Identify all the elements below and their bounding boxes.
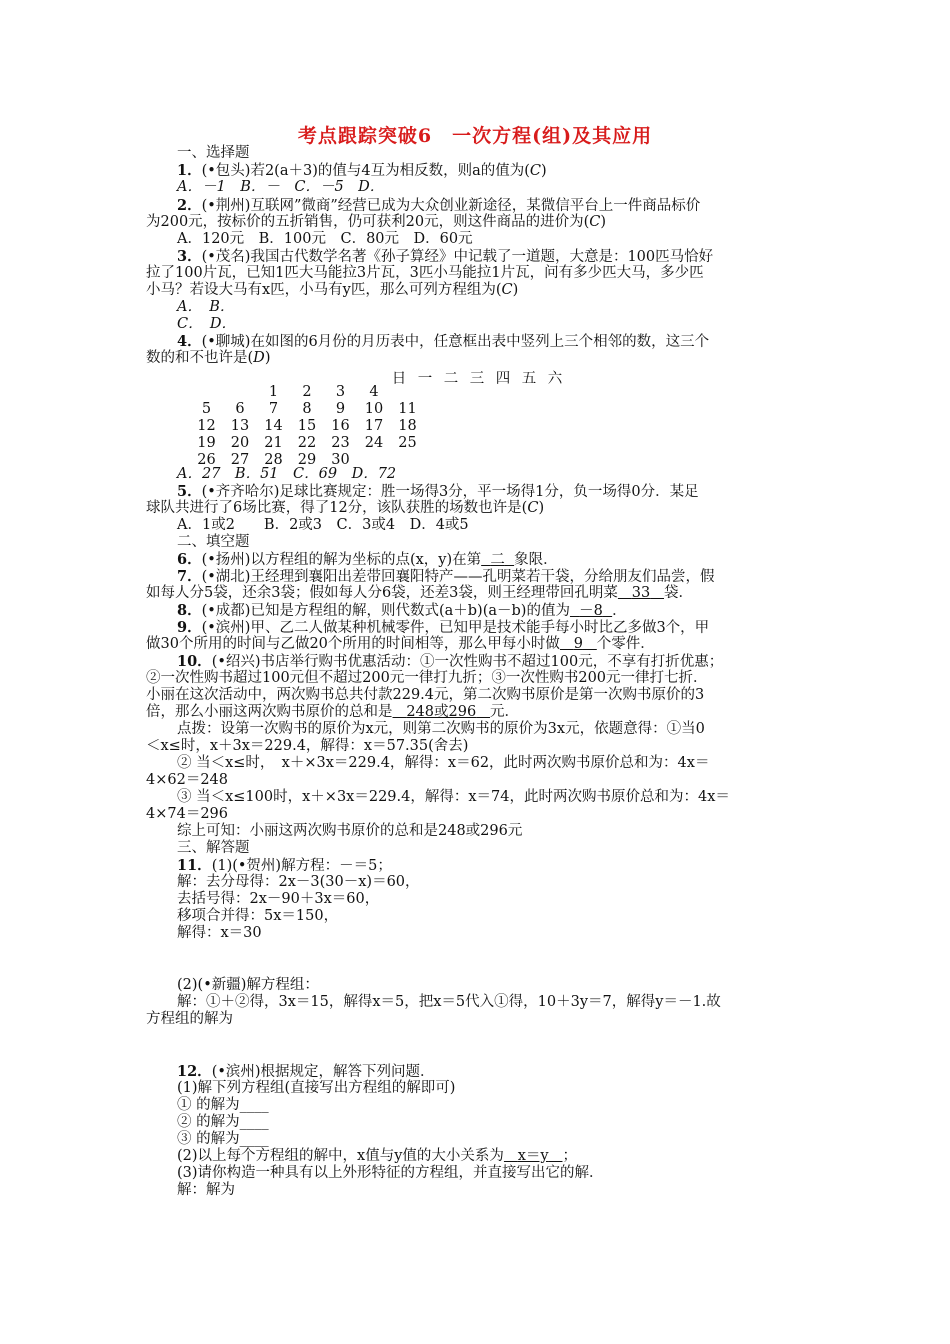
question-3-line3 — [146, 282, 518, 299]
question-number: 10． — [177, 653, 212, 670]
question-2-line2 — [146, 214, 606, 231]
question-11 — [177, 857, 392, 875]
calendar-day: 14 — [264, 418, 283, 434]
question-text: (•齐齐哈尔)足球比赛规定：胜一场得3分，平一场得1分，负一场得0分．某足 — [201, 484, 699, 500]
calendar-day: 25 — [398, 435, 417, 451]
question-12-part4: 解：解为 — [177, 1182, 235, 1198]
weekday-label: 二 — [443, 371, 459, 387]
question-number: 2． — [177, 197, 202, 214]
calendar-row — [190, 418, 450, 435]
answer-blank — [570, 603, 612, 619]
question-7 — [177, 568, 714, 586]
question-12-part3: (3)请你构造一种具有以上外形特征的方程组，并直接写出它的解． — [177, 1165, 604, 1181]
question-number: 3． — [177, 248, 202, 265]
hint-line-3: ② 当＜x≤时， x＋×3x＝229.4，解得：x＝62，此时两次购书原价总和为：4x＝ — [177, 755, 710, 771]
question-tail: ． — [612, 603, 627, 619]
weekday-label: 五 — [521, 371, 537, 387]
question-text: (•滨州)根据规定，解答下列问题． — [211, 1064, 435, 1080]
question-10-line4 — [146, 704, 519, 721]
calendar-row — [190, 435, 450, 452]
calendar-day: 29 — [297, 452, 317, 468]
answer: C — [589, 214, 601, 230]
question-5-line2 — [146, 500, 544, 517]
calendar-day: 3 — [335, 384, 346, 400]
answer-blank — [504, 1148, 563, 1164]
question-number: 1． — [177, 162, 202, 179]
question-close: ) — [512, 282, 519, 298]
answer: 二 — [490, 552, 505, 568]
question-tail: 个零件． — [596, 636, 655, 652]
solution-step: 解：去分母得：2x－3(30－x)＝60， — [177, 874, 420, 890]
question-text: (•湖北)王经理到襄阳出差带回襄阳特产——孔明菜若干袋，分给朋友们品尝，假 — [201, 569, 715, 585]
weekday-label: 日 — [391, 371, 407, 387]
question-text: (•包头)若2(a＋3)的值与4互为相反数，则a的值为( — [201, 163, 530, 179]
question-3-options-ab: A． B． — [177, 299, 235, 315]
question-text: (1)(•贺州)解方程：－＝5； — [211, 858, 392, 874]
question-4-options: A．27 B．51 C．69 D．72 — [177, 466, 397, 482]
calendar-day: 16 — [331, 418, 350, 434]
answer-blank — [618, 585, 664, 601]
question-12-answer-1: ① 的解为____ — [177, 1097, 269, 1113]
calendar-day: 18 — [398, 418, 417, 434]
calendar-day: 5 — [201, 401, 212, 417]
question-6 — [177, 551, 558, 569]
question-close: ) — [541, 163, 547, 179]
question-text: (•绍兴)书店举行购书优惠活动：①一次性购书不超过100元，不享有打折优惠； — [211, 654, 724, 670]
question-text: 倍，那么小丽这两次购书原价的总和是 — [146, 704, 393, 720]
question-text: (•茂名)我国古代数学名著《孙子算经》中记载了一道题，大意是：100匹马恰好 — [201, 249, 714, 265]
question-text: (•荆州)互联网”微商”经营已成为大众创业新途径，某微信平台上一件商品标价 — [201, 198, 701, 214]
question-5-options: A．1或2 B．2或3 C．3或4 D．4或5 — [177, 517, 469, 533]
question-5 — [177, 483, 699, 501]
hint-line-5: ③ 当＜x≤100时，x＋×3x＝229.4，解得：x＝74，此时两次购书原价总和为：4x＝ — [177, 789, 730, 805]
question-close: ) — [264, 350, 271, 366]
calendar-day: 30 — [331, 452, 350, 468]
calendar-row — [190, 401, 450, 418]
answer: x＝y — [517, 1148, 549, 1164]
solution-step: 去括号得：2x－90＋3x＝60， — [177, 891, 380, 907]
calendar-day: 9 — [335, 401, 346, 417]
question-12 — [177, 1063, 435, 1081]
question-8 — [177, 602, 627, 620]
question-4-line2 — [146, 350, 270, 367]
question-tail: ； — [562, 1148, 577, 1164]
question-2 — [177, 197, 700, 215]
answer: C — [527, 500, 539, 516]
section-solve-heading: 三、解答题 — [177, 840, 250, 856]
solution-step: 解得：x＝30 — [177, 925, 262, 941]
question-number: 8． — [177, 602, 202, 619]
calendar-day: 8 — [302, 401, 312, 417]
weekday-label: 三 — [469, 371, 485, 387]
question-text: 如每人分5袋，还余3袋；假如每人分6袋，还差3袋，则王经理带回孔明菜 — [146, 585, 618, 601]
question-3-line2: 拉了100片瓦，已知1匹大马能拉3片瓦，3匹小马能拉1片瓦，问有多少匹大马，多少匹 — [146, 265, 704, 281]
calendar-day: 28 — [264, 452, 283, 468]
question-text: (•扬州)以方程组的解为坐标的点(x，y)在第 — [201, 552, 482, 568]
question-11-part2: (2)(•新疆)解方程组： — [177, 977, 319, 993]
question-12-answer-2: ② 的解为____ — [177, 1114, 269, 1130]
question-12-part1: (1)解下列方程组(直接写出方程组的解即可) — [177, 1080, 456, 1096]
question-3-options-cd: C． D． — [177, 316, 236, 332]
question-text: 小马？若设大马有x匹，小马有y匹，那么可列方程组为( — [146, 282, 502, 298]
question-text: 数的和不也许是( — [146, 350, 254, 366]
answer: 9 — [573, 636, 583, 652]
solution-step: 方程组的解为 — [146, 1011, 233, 1027]
hint-line-6: 4×74＝296 — [146, 806, 229, 822]
calendar-day: 13 — [230, 418, 250, 434]
answer: C — [529, 163, 542, 179]
calendar-day: 26 — [197, 452, 216, 468]
question-7-line2 — [146, 585, 693, 602]
question-number: 11． — [177, 857, 212, 874]
calendar-day: 7 — [268, 401, 279, 417]
calendar-day: 17 — [364, 418, 384, 434]
calendar-day: 19 — [197, 435, 216, 451]
question-1 — [177, 162, 547, 180]
question-1-options: A．－1 B．－ C．－5 D． — [177, 179, 385, 195]
weekday-label: 六 — [547, 371, 563, 387]
calendar-day: 4 — [369, 384, 379, 400]
calendar-day: 12 — [197, 418, 216, 434]
calendar-day: 1 — [268, 384, 279, 400]
calendar-day: 24 — [364, 435, 384, 451]
answer-blank — [481, 552, 514, 568]
calendar-day: 6 — [235, 401, 245, 417]
question-close: ) — [538, 500, 545, 516]
calendar-row — [190, 384, 450, 401]
section-fill-heading: 二、填空题 — [177, 534, 250, 550]
calendar-day: 22 — [297, 435, 317, 451]
hint-conclusion: 综上可知：小丽这两次购书原价的总和是248或296元 — [177, 823, 523, 839]
question-text: 为200元，按标价的五折销售，仍可获利20元，则这件商品的进价为( — [146, 214, 590, 230]
calendar-day: 2 — [302, 384, 312, 400]
question-number: 9． — [177, 619, 202, 636]
question-9-line2 — [146, 636, 655, 653]
hint-line-1: 点拨：设第一次购书的原价为x元，则第二次购书的原价为3x元，依题意得：①当0 — [177, 721, 705, 737]
question-number: 7． — [177, 568, 202, 585]
calendar-day: 21 — [264, 435, 283, 451]
calendar-day: 23 — [331, 435, 350, 451]
page-title: 考点跟踪突破6 一次方程(组)及其应用 — [297, 125, 653, 147]
answer: D — [253, 350, 265, 366]
question-10 — [177, 653, 723, 671]
question-tail: 袋． — [664, 585, 694, 601]
question-12-answer-3: ③ 的解为____ — [177, 1131, 269, 1147]
hint-line-4: 4×62＝248 — [146, 772, 229, 788]
answer: C — [501, 282, 513, 298]
question-text: (•聊城)在如图的6月份的月历表中，任意框出表中竖列上三个相邻的数，这三个 — [201, 334, 710, 350]
calendar-day: 15 — [297, 418, 317, 434]
question-12-part2 — [177, 1148, 577, 1165]
weekday-label: 四 — [495, 371, 511, 387]
question-9 — [177, 619, 709, 637]
question-number: 5． — [177, 483, 202, 500]
question-number: 12． — [177, 1063, 212, 1080]
question-10-line2: ②一次性购书超过100元但不超过200元一律打九折；③一次性购书200元一律打七折． — [146, 670, 708, 686]
answer-blank — [393, 704, 491, 720]
answer: －8 — [579, 603, 603, 619]
solution-step: 解：①＋②得，3x＝15，解得x＝5，把x＝5代入①得，10＋3y＝7，解得y＝－1.故 — [177, 994, 721, 1010]
answer: 248或296 — [406, 704, 477, 720]
calendar-day: 20 — [230, 435, 250, 451]
question-tail: 元． — [490, 704, 520, 720]
question-text: 球队共进行了6场比赛，得了12分，该队获胜的场数也许是( — [146, 500, 528, 516]
question-text: (2)以上每个方程组的解中，x值与y值的大小关系为 — [177, 1148, 504, 1164]
answer: 33 — [631, 585, 651, 601]
question-2-options: A．120元 B．100元 C．80元 D．60元 — [177, 231, 473, 247]
calendar-day: 11 — [398, 401, 417, 417]
solution-step: 移项合并得：5x＝150， — [177, 908, 339, 924]
calendar-day: 10 — [364, 401, 384, 417]
question-3 — [177, 248, 713, 266]
question-tail: 象限． — [514, 552, 558, 568]
question-4 — [177, 333, 709, 351]
question-text: (•成都)已知是方程组的解，则代数式(a＋b)(a－b)的值为 — [201, 603, 570, 619]
section-choice-heading: 一、选择题 — [177, 145, 250, 161]
question-10-line3: 小丽在这次活动中，两次购书总共付款229.4元，第二次购书原价是第一次购书原价的3 — [146, 687, 705, 703]
question-text: (•滨州)甲、乙二人做某种机械零件，已知甲是技术能手每小时比乙多做3个，甲 — [201, 620, 710, 636]
hint-line-2: ＜x≤时，x＋3x＝229.4，解得：x＝57.35(舍去) — [146, 738, 469, 754]
question-text: 做30个所用的时间与乙做20个所用的时间相等，那么甲每小时做 — [146, 636, 560, 652]
weekday-label: 一 — [417, 371, 433, 387]
question-close: ) — [600, 214, 607, 230]
calendar-day: 27 — [230, 452, 250, 468]
question-number: 6． — [177, 551, 202, 568]
question-number: 4． — [177, 333, 202, 350]
answer-blank — [560, 636, 597, 652]
